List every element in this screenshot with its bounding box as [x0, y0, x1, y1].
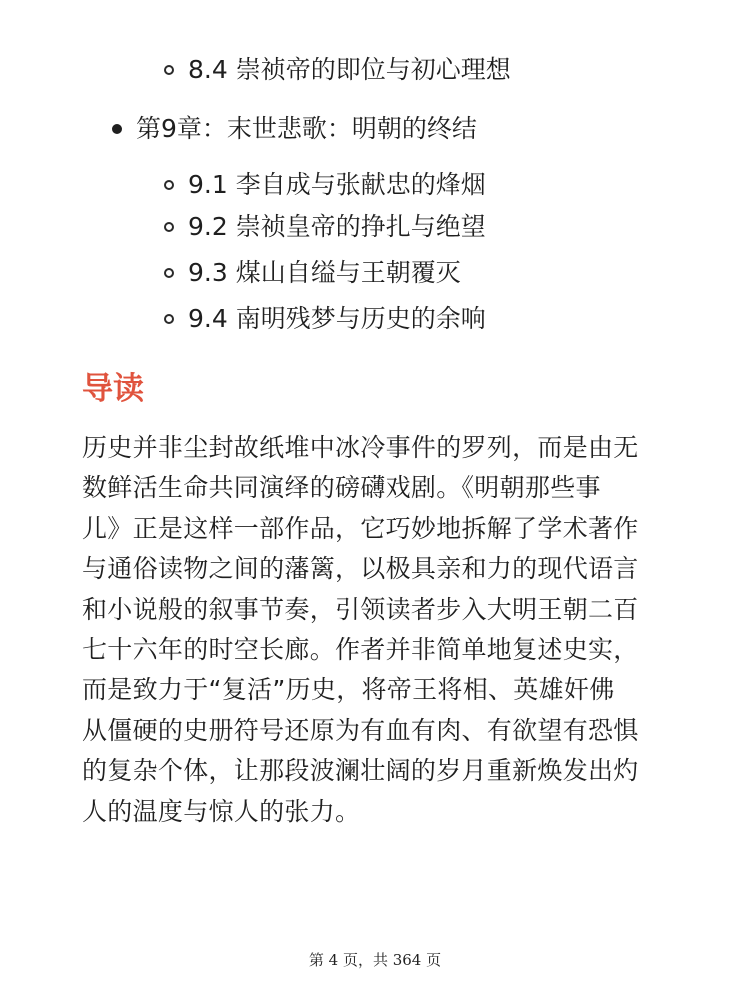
toc-subitem-label: 9.1 李自成与张献忠的烽烟 [188, 170, 486, 199]
toc-subitem-label: 8.4 崇祯帝的即位与初心理想 [188, 55, 511, 84]
toc-subitem-label: 9.2 崇祯皇帝的挣扎与绝望 [188, 212, 486, 241]
hollow-bullet-icon [164, 180, 174, 190]
toc-subitem-9-2[interactable] [164, 209, 486, 245]
intro-paragraph [82, 428, 682, 832]
toc-subitem-9-1[interactable] [164, 167, 486, 203]
toc-subitem-label: 9.4 南明残梦与历史的余响 [188, 304, 486, 333]
toc-subitem-8-4[interactable] [164, 52, 511, 88]
paragraph-line: 七十六年的时空长廊。作者并非简单地复述史实， [82, 635, 639, 665]
solid-bullet-icon [112, 124, 122, 134]
paragraph-line: 与通俗读物之间的藩篱，以极具亲和力的现代语言 [82, 554, 639, 584]
paragraph-line: 从僵硬的史册符号还原为有血有肉、有欲望有恐惧 [82, 715, 639, 745]
hollow-bullet-icon [164, 65, 174, 75]
paragraph-line: 儿》正是这样一部作品，它巧妙地拆解了学术著作 [82, 513, 639, 543]
paragraph-line: 人的温度与惊人的张力。 [82, 796, 361, 826]
paragraph-line: 和小说般的叙事节奏，引领读者步入大明王朝二百 [82, 594, 639, 624]
toc-subitem-9-3[interactable] [164, 255, 461, 291]
page-number-footer: 第 4 页，共 364 页 [308, 951, 442, 969]
paragraph-line: 数鲜活生命共同演绎的磅礴戏剧。《明朝那些事 [82, 473, 601, 503]
toc-chapter-label: 第9章：末世悲歌：明朝的终结 [136, 114, 477, 143]
toc-subitem-9-4[interactable] [164, 301, 486, 337]
paragraph-line: 的复杂个体，让那段波澜壮阔的岁月重新焕发出灼 [82, 756, 639, 786]
hollow-bullet-icon [164, 314, 174, 324]
hollow-bullet-icon [164, 222, 174, 232]
section-heading: 导读 [82, 371, 144, 407]
toc-chapter-9[interactable] [112, 111, 477, 147]
paragraph-line: 而是致力于“复活”历史，将帝王将相、英雄奸佛 [82, 675, 615, 705]
hollow-bullet-icon [164, 268, 174, 278]
paragraph-line: 历史并非尘封故纸堆中冰冷事件的罗列，而是由无 [82, 433, 639, 462]
toc-subitem-label: 9.3 煤山自缢与王朝覆灭 [188, 258, 461, 287]
